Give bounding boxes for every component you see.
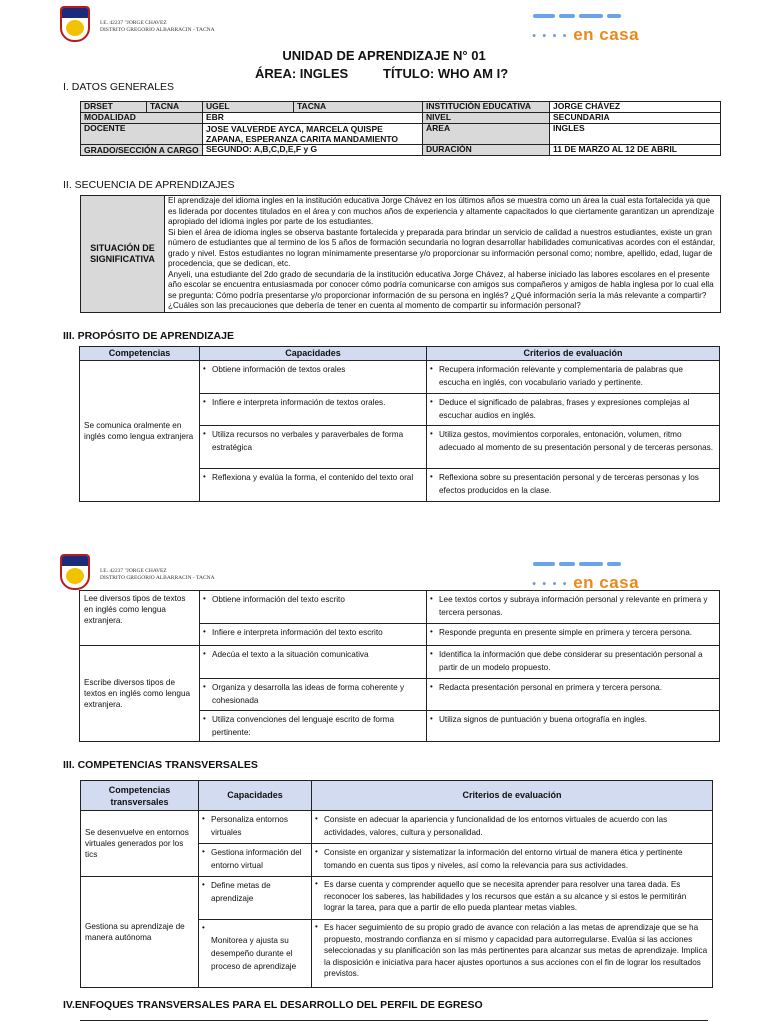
school-name: I.E. 42237 "JORGE CHAVEZ [100, 568, 167, 574]
area-label: ÁREA [423, 124, 550, 145]
school-name: I.E. 42237 "JORGE CHAVEZ [100, 20, 167, 26]
competencia-autonoma: Gestiona su aprendizaje de manera autónoma [81, 877, 199, 988]
situacion-p2: Si bien el área de idioma ingles se observa bastante fortalecida y preparada para brindar un servicio de calidad a nuestros estudiantes, existe un gran número de estudiantes que al termino de los 5 años de formación secundaria no logran desarrollar habilidades comunicativas acordes con el estándar, grado y nivel. Estos estudiantes no logran mínimamente presentarse y/o proporcionar su información personal como; nombre, apellido, edad, lugar de procedencia, que se dedican, etc. [168, 227, 716, 268]
capacidad: • Reflexiona y evalúa la forma, el contenido del texto oral [200, 469, 427, 502]
situacion-text [165, 196, 721, 313]
proposito-table [79, 346, 720, 502]
docente-label: DOCENTE [81, 124, 203, 145]
table-row [81, 113, 721, 124]
capacidad: • Obtiene información de textos orales [200, 361, 427, 394]
criterio: • Deduce el significado de palabras, frases y expresiones complejas al escuchar audios en inglés. [427, 394, 720, 426]
brand-dots: ● ● ● ● [532, 580, 569, 588]
grado-value: SEGUNDO: A,B,C,D,E,F y G [203, 145, 423, 156]
table-header-row [81, 781, 713, 811]
school-district: DISTRITO GREGORIO ALBARRACIN - TACNA [100, 575, 215, 581]
brand-word: en casa [573, 25, 640, 44]
capacidad: • Define metas de aprendizaje [199, 877, 312, 920]
section-proposito: III. PROPÓSITO DE APRENDIZAJE [63, 330, 234, 342]
brand-word: en casa [573, 573, 640, 592]
section-transversales: III. COMPETENCIAS TRANSVERSALES [63, 759, 258, 771]
school-crest-icon [60, 6, 90, 42]
datos-generales-table [80, 101, 721, 156]
ugel-value: TACNA [294, 102, 423, 113]
criterio: • Responde pregunta en presente simple en primera y tercera persona. [427, 624, 720, 646]
school-district: DISTRITO GREGORIO ALBARRACIN - TACNA [100, 27, 215, 33]
school-info [100, 20, 215, 34]
criterio: • Es darse cuenta y comprender aquello que se necesita aprender para resolver una tarea dada. Es reconocer los saberes, las habilidades y los recursos que están a su alcance y si estos le permitirán lograr la tarea, para que a partir de ello pueda plantear metas viables. [312, 877, 713, 920]
docente-value: JOSE VALVERDE AYCA, MARCELA QUISPE ZAPANA, ESPERANZA CARITA MANDAMIENTO [203, 124, 423, 145]
nivel-value: SECUNDARIA [550, 113, 721, 124]
col-criterios: Criterios de evaluación [312, 781, 713, 811]
competencia-lee: Lee diversos tipos de textos en inglés como lengua extranjera. [80, 591, 200, 646]
col-competencias-transversales: Competencias transversales [81, 781, 199, 811]
duracion-value: 11 DE MARZO AL 12 DE ABRIL [550, 145, 721, 156]
competencia-tics: Se desenvuelve en entornos virtuales generados por los tics [81, 811, 199, 877]
modalidad-value: EBR [203, 113, 423, 124]
section-enfoques: IV.ENFOQUES TRANSVERSALES PARA EL DESARROLLO DEL PERFIL DE EGRESO [63, 999, 483, 1011]
capacidad: • Gestiona información del entorno virtual [199, 844, 312, 877]
duracion-label: DURACIÓN [423, 145, 550, 156]
table-header-row [80, 347, 720, 361]
capacidad: • Infiere e interpreta información de textos orales. [200, 394, 427, 426]
nivel-label: NIVEL [423, 113, 550, 124]
criterio: • Consiste en organizar y sistematizar la información del entorno virtual de manera ética y pertinente tomando en cuenta sus tipos y niveles, así como la relevancia para sus actividades. [312, 844, 713, 877]
ugel-label: UGEL [203, 102, 294, 113]
table-row [81, 124, 721, 145]
capacidad: • Adecúa el texto a la situación comunicativa [200, 646, 427, 679]
drset-label: DRSET [81, 102, 147, 113]
criterio: • Utiliza gestos, movimientos corporales, entonación, volumen, ritmo adecuado al momento de su presentación personal y de terceras personas. [427, 426, 720, 469]
brand-logo-top [533, 553, 633, 559]
col-criterios: Criterios de evaluación [427, 347, 720, 361]
brand-logo [532, 25, 639, 45]
page-gap [0, 516, 768, 548]
drset-value: TACNA [147, 102, 203, 113]
ie-value: JORGE CHÁVEZ [550, 102, 721, 113]
brand-logo-top [533, 5, 633, 11]
col-competencias: Competencias [80, 347, 200, 361]
criterio: • Recupera información relevante y complementaria de palabras que escucha en inglés, con vocabulario variado y pertinente. [427, 361, 720, 394]
table-row [81, 102, 721, 113]
criterio: • Redacta presentación personal en primera y tercera persona. [427, 679, 720, 711]
criterio: • Reflexiona sobre su presentación personal y de terceras personas y los efectos producidos en la clase. [427, 469, 720, 502]
table-row [80, 361, 720, 394]
unit-title: UNIDAD DE APRENDIZAJE N° 01 [282, 48, 486, 63]
table-row [81, 877, 713, 920]
table-top-rule [80, 1020, 708, 1021]
ie-label: INSTITUCIÓN EDUCATIVA [423, 102, 550, 113]
grado-label: GRADO/SECCIÓN A CARGO [81, 145, 203, 156]
capacidad: • Infiere e interpreta información del texto escrito [200, 624, 427, 646]
area-value: INGLES [550, 124, 721, 145]
competencia-escribe: Escribe diversos tipos de textos en inglés como lengua extranjera. [80, 646, 200, 742]
criterio: • Consiste en adecuar la apariencia y funcionalidad de los entornos virtuales de acuerdo con las actividades, valores, cultura y personalidad. [312, 811, 713, 844]
capacidad: • Utiliza convenciones del lenguaje escrito de forma pertinente: [200, 711, 427, 742]
page-2 [0, 548, 768, 1024]
situacion-p3: Anyeli, una estudiante del 2do grado de secundaria de la institución educativa Jorge Chávez, al haberse iniciado las labores escolares en el presente año escolar se encuentra entusiasmada por conocer cómo podría comunicarse con amigos sus compañeros y amigos de habla inglesa por lo cual ella se pregunta: Cómo podría presentarse y/o proporcionar información de su persona en inglés? ¿Qué información sería la más relevante a compartir? ¿Cuáles son las precauciones que debería de tener en cuenta al momento de compartir su información personal? [168, 269, 714, 310]
modalidad-label: MODALIDAD [81, 113, 203, 124]
situacion-label: SITUACIÓN DE SIGNIFICATIVA [81, 196, 165, 313]
proposito-table-continued [79, 590, 720, 742]
criterio: • Identifica la información que debe considerar su presentación personal a partir de un modelo propuesto. [427, 646, 720, 679]
section-datos-generales: I. DATOS GENERALES [63, 81, 175, 93]
capacidad: • Obtiene información del texto escrito [200, 591, 427, 624]
transversales-table [80, 780, 713, 988]
table-row [80, 591, 720, 624]
col-capacidades: Capacidades [200, 347, 427, 361]
table-row [81, 145, 721, 156]
capacidad: • Organiza y desarrolla las ideas de forma coherente y cohesionada [200, 679, 427, 711]
table-row [81, 811, 713, 844]
page-header [0, 0, 768, 50]
capacidad: • Personaliza entornos virtuales [199, 811, 312, 844]
table-row [81, 196, 721, 313]
situacion-p1: El aprendizaje del idioma ingles en la institución educativa Jorge Chávez en los últimos años se muestra como un área la cual esta fortalecida ya que es liderada por docentes titulados en el área y con muchos años de experiencia y altamente capacitados lo que ciertamente garantizan un aprendizaje apropiado del idioma ingles por parte de los estudiantes. [168, 196, 715, 226]
unit-titulo: TÍTULO: WHO AM I? [383, 66, 509, 81]
section-secuencia: II. SECUENCIA DE APRENDIZAJES [63, 179, 235, 191]
unit-area: ÁREA: INGLES [255, 66, 349, 81]
criterio: • Es hacer seguimiento de su propio grado de avance con relación a las metas de aprendizaje que se ha propuesto, mostrando confianza en sí mismo y capacidad para autorregularse. Evalúa si las acciones seleccionadas y su planificación son las más pertinentes para alcanzar sus metas de aprendizaje. Implica la disposición e iniciativa para hacer ajustes oportunos a sus acciones con el fin de lograr los resultados previstos. [312, 920, 713, 988]
brand-dots: ● ● ● ● [532, 32, 569, 40]
table-row [80, 646, 720, 679]
school-crest-icon [60, 554, 90, 590]
capacidad: • Utiliza recursos no verbales y paraverbales de forma estratégica [200, 426, 427, 469]
criterio: • Lee textos cortos y subraya información personal y relevante en primera y tercera personas. [427, 591, 720, 624]
capacidad: • Monitorea y ajusta su desempeño durante el proceso de aprendizaje [199, 920, 312, 988]
col-capacidades: Capacidades [199, 781, 312, 811]
competencia-oral: Se comunica oralmente en inglés como lengua extranjera [80, 361, 200, 502]
situacion-table [80, 195, 721, 313]
criterio: • Utiliza signos de puntuación y buena ortografía en ingles. [427, 711, 720, 742]
school-info [100, 568, 215, 582]
